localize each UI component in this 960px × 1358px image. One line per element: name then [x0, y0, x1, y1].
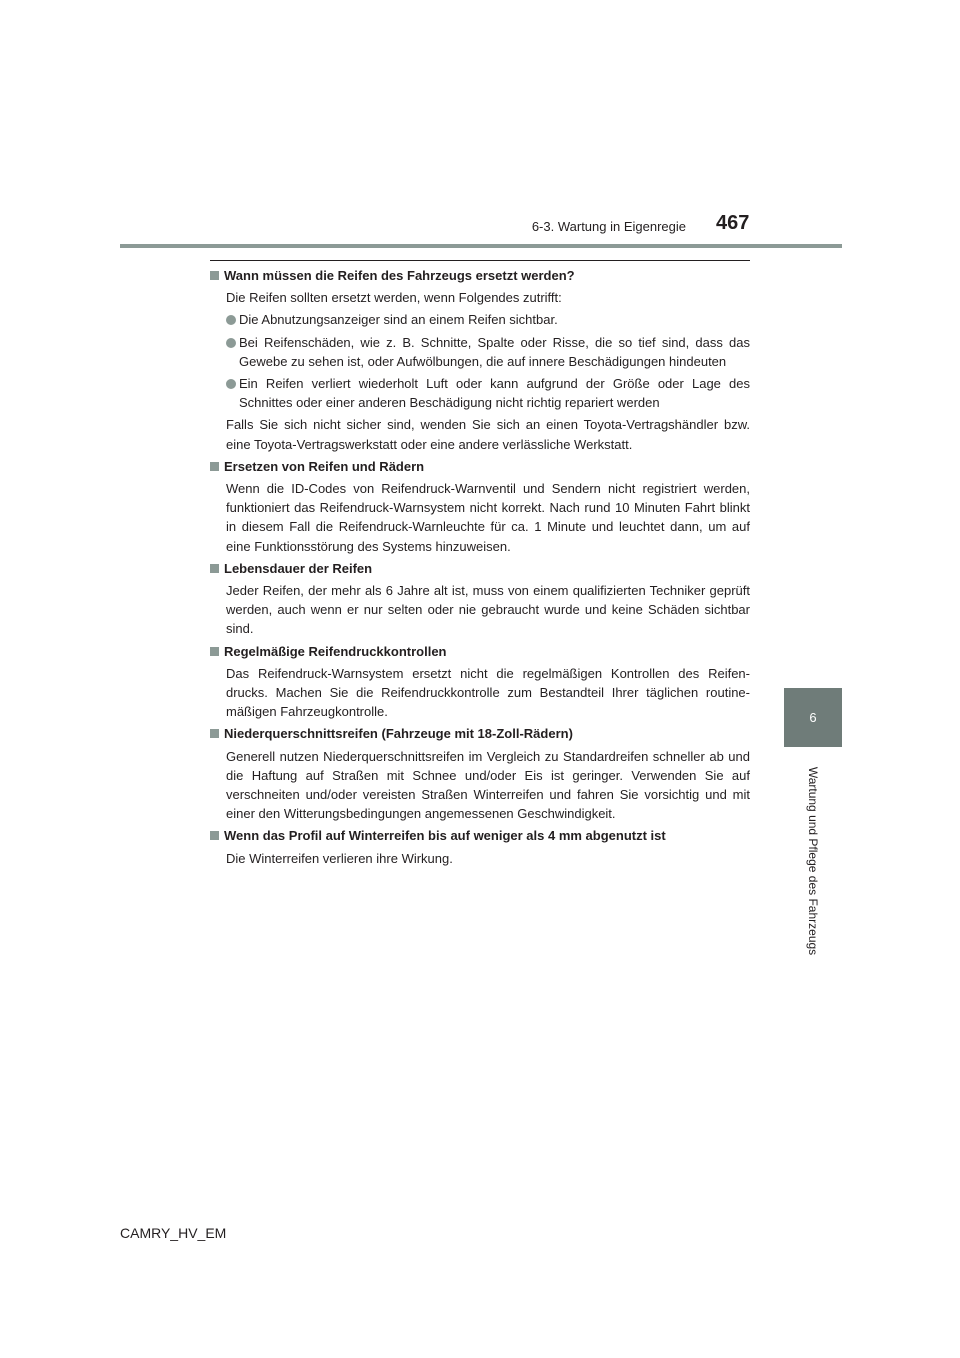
square-bullet-icon	[210, 564, 219, 573]
section-body: Generell nutzen Niederquerschnittsreifen im Vergleich zu Standardreifen schneller ab und die Haftung auf Straßen mit Schnee und/oder Eis ist geringer. Verwenden Sie auf verschneiten und/oder vereisten Straßen Winterreifen und fahren Sie vorsichtig und mit einer den Witterungsbedingungen angemessenen Geschwindigkeit.	[226, 748, 750, 822]
section-body: Jeder Reifen, der mehr als 6 Jahre alt ist, muss von einem qualifizierten Techniker geprüft werden, auch wenn er nur selten oder nie gebraucht wurde und keine Schäden sichtbar sind.	[226, 583, 750, 637]
page-number: 467	[716, 212, 750, 234]
circle-bullet-icon	[226, 379, 236, 389]
chapter-number: 6	[809, 710, 817, 725]
list-item: Ein Reifen verliert wiederholt Luft oder kann aufgrund der Größe oder Lage des Schnittes oder einer anderen Beschädigung nicht richtig repariert werden	[226, 374, 750, 412]
section-heading: Regelmäßige Reifendruckkontrollen	[210, 642, 750, 661]
section-intro: Die Reifen sollten ersetzt werden, wenn Folgendes zutrifft:	[226, 290, 562, 306]
section-heading: Niederquerschnittsreifen (Fahrzeuge mit 18-Zoll-Rädern)	[210, 724, 750, 743]
section-heading: Wenn das Profil auf Winterreifen bis auf weniger als 4 mm abgenutzt ist	[210, 826, 750, 845]
square-bullet-icon	[210, 647, 219, 656]
header-rule	[120, 244, 842, 248]
model-code: CAMRY_HV_EM	[120, 1225, 227, 1241]
circle-bullet-icon	[226, 315, 236, 325]
running-header-section: 6-3. Wartung in Eigenregie	[531, 219, 686, 234]
section-low-profile-tires	[210, 724, 750, 823]
section-tire-lifespan	[210, 559, 750, 639]
circle-bullet-icon	[226, 338, 236, 348]
square-bullet-icon	[210, 831, 219, 840]
chapter-side-label	[784, 756, 842, 966]
section-outro: Falls Sie sich nicht sicher sind, wenden Sie sich an einen Toyota-Vertragshändler bzw. eine Toyota-Vertragswerkstatt oder eine andere verlässliche Werkstatt.	[226, 417, 750, 452]
section-tire-replacement-when	[210, 266, 750, 454]
section-winter-tread	[210, 826, 750, 867]
list-item: Die Abnutzungsanzeiger sind an einem Reifen sichtbar.	[226, 310, 750, 329]
section-heading: Lebensdauer der Reifen	[210, 559, 750, 578]
section-body: Die Winterreifen verlieren ihre Wirkung.	[226, 850, 453, 866]
page-content	[210, 266, 750, 871]
section-body: Das Reifendruck-Warnsystem ersetzt nicht die regelmäßigen Kontrollen des Reifen-drucks. Machen Sie die Reifendruckkontrolle zum Bestandteil Ihrer täglichen routine-mäßigen Fahrzeugkontrolle.	[226, 665, 750, 720]
section-heading: Wann müssen die Reifen des Fahrzeugs ersetzt werden?	[210, 266, 750, 285]
content-top-rule	[210, 260, 750, 261]
section-body: Wenn die ID-Codes von Reifendruck-Warnventil und Sendern nicht registriert werden, funktioniert das Reifendruck-Warnsystem nicht korrekt. Nach rund 10 Minuten Fahrt blinkt in diesem Fall die Reifendruck-Warnleuchte für ca. 1 Minute und leuchtet dann, um auf eine Funktionsstörung des Systems hinzuweisen.	[226, 481, 750, 554]
list-item: Bei Reifenschäden, wie z. B. Schnitte, Spalte oder Risse, die so tief sind, dass das Gewebe zu sehen ist, oder Aufwölbungen, die auf innere Beschädigungen hindeuten	[226, 333, 750, 371]
square-bullet-icon	[210, 271, 219, 280]
square-bullet-icon	[210, 462, 219, 471]
section-replace-tires-wheels	[210, 457, 750, 556]
square-bullet-icon	[210, 729, 219, 738]
section-pressure-checks	[210, 642, 750, 722]
chapter-tab[interactable]	[784, 688, 842, 747]
chapter-title: Wartung und Pflege des Fahrzeugs	[806, 766, 820, 956]
section-heading: Ersetzen von Reifen und Rädern	[210, 457, 750, 476]
